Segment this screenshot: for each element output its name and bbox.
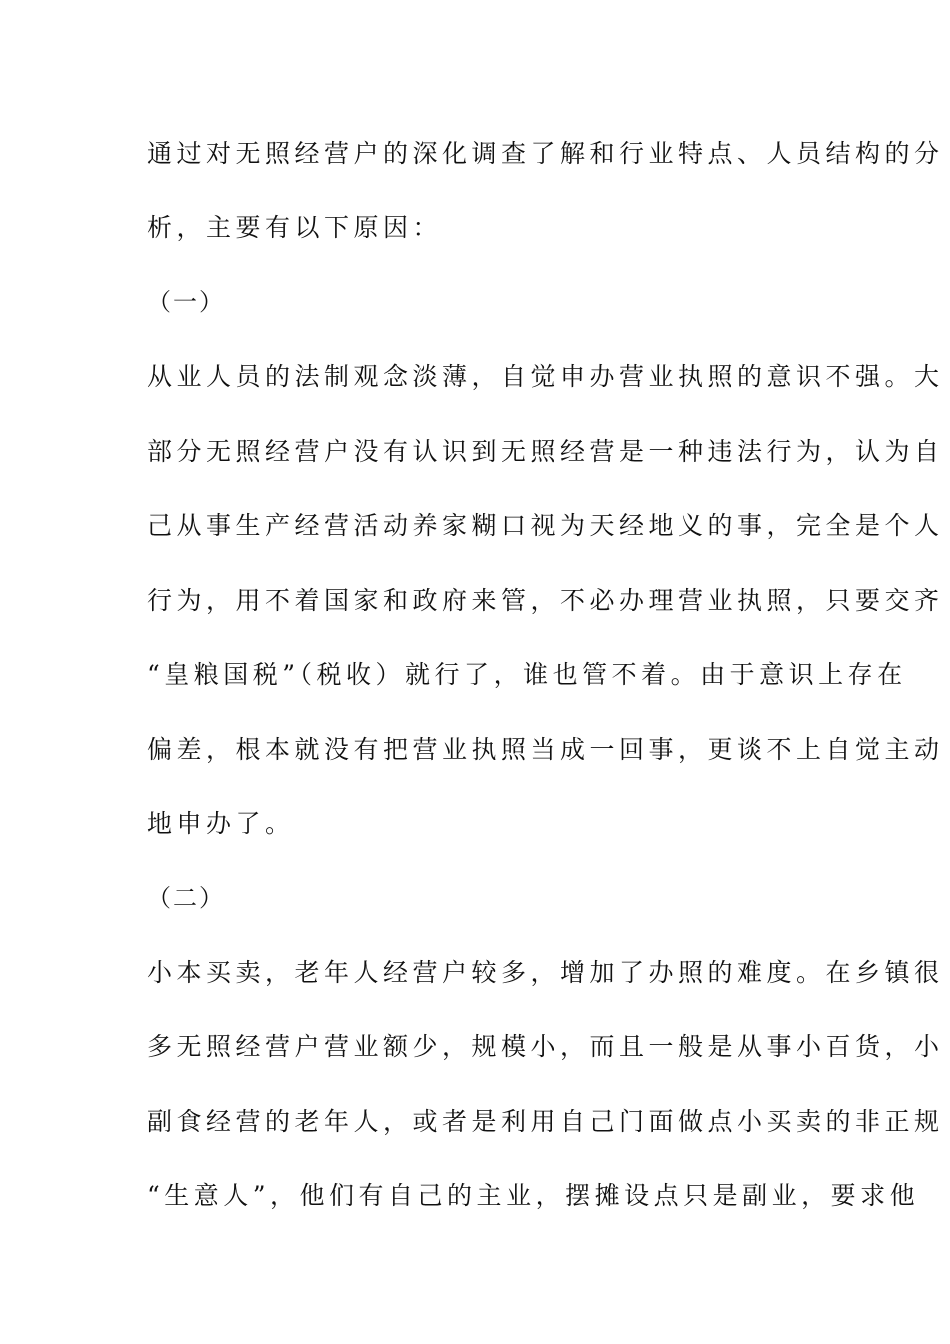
- text-line: 行为，用不着国家和政府来管，不必办理营业执照，只要交齐: [147, 586, 944, 615]
- section-heading: （一）: [147, 288, 225, 316]
- text-line: “生意人”，他们有自己的主业，摆摊设点只是副业，要求他: [147, 1181, 920, 1210]
- text-line: 析，主要有以下原因：: [147, 213, 443, 242]
- section-heading: （二）: [147, 884, 225, 912]
- text-line: 偏差，根本就没有把营业执照当成一回事，更谈不上自觉主动: [147, 735, 944, 764]
- text-line: 部分无照经营户没有认识到无照经营是一种违法行为，认为自: [147, 437, 944, 466]
- text-line: 从业人员的法制观念淡薄，自觉申办营业执照的意识不强。大: [147, 362, 944, 391]
- text-line: 通过对无照经营户的深化调查了解和行业特点、人员结构的分: [147, 139, 944, 168]
- text-line: 小本买卖，老年人经营户较多，增加了办照的难度。在乡镇很: [147, 958, 944, 987]
- text-line: 多无照经营户营业额少，规模小，而且一般是从事小百货，小: [147, 1032, 944, 1061]
- text-line: 副食经营的老年人，或者是利用自己门面做点小买卖的非正规: [147, 1107, 944, 1136]
- text-line: 己从事生产经营活动养家糊口视为天经地义的事，完全是个人: [147, 511, 944, 540]
- text-line: 地申办了。: [147, 809, 295, 838]
- text-line: “皇粮国税”（税收）就行了，谁也管不着。由于意识上存在: [147, 660, 907, 689]
